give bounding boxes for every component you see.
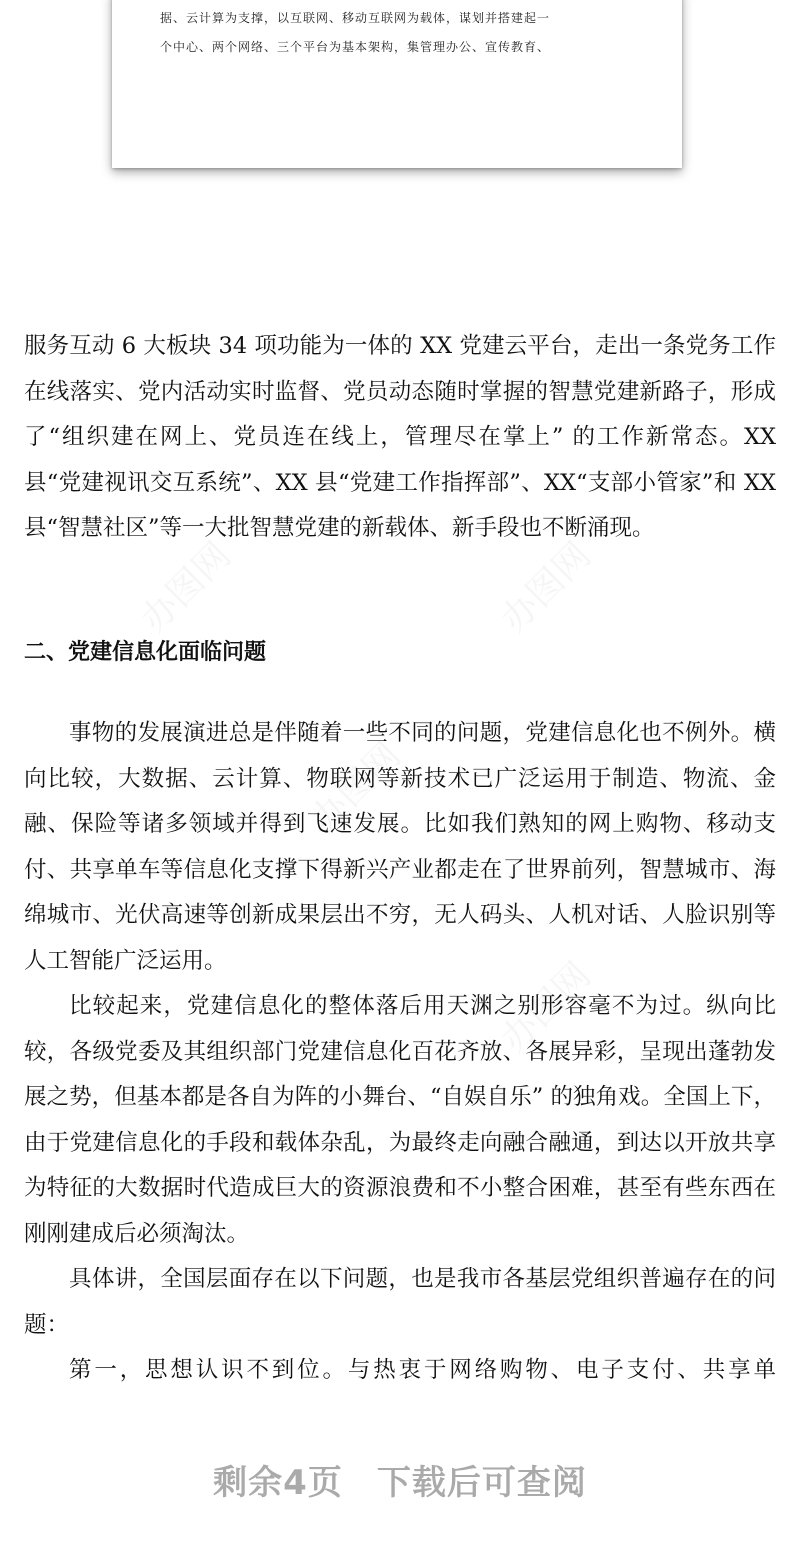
- watermark: 办图网: [133, 534, 239, 641]
- paragraph: 服务互动 6 大板块 34 项功能为一体的 XX 党建云平台，走出一条党务工作在线落实、党内活动实时监督、党员动态随时掌握的智慧党建新路子，形成了“组织建在网上、党员连在线上，管理尽在掌上” 的工作新常态。XX 县“党建视讯交互系统”、XX 县“党建工作指挥部”、XX“支部小管家”和 XX 县“智慧社区”等一大批智慧党建的新载体、新手段也不断涌现。: [24, 333, 776, 541]
- download-to-view-label: 下载后可查阅: [376, 1463, 587, 1503]
- download-prompt[interactable]: [0, 1455, 800, 1504]
- document-preview-card: [112, 0, 682, 168]
- watermark: 办图网: [493, 534, 599, 641]
- paragraph: 比较起来，党建信息化的整体落后用天渊之别形容毫不为过。纵向比较，各级党委及其组织部门党建信息化百花齐放、各展异彩，呈现出蓬勃发展之势，但基本都是各自为阵的小舞台、“自娱自乐” 的独角戏。全国上下，由于党建信息化的手段和载体杂乱，为最终走向融合融通，到达以开放共享为特征的大数据时代造成巨大的资源浪费和不小整合困难，甚至有些东西在刚刚建成后必须淘汰。: [24, 993, 776, 1247]
- preview-line-1: 据、云计算为支撑，以互联网、移动互联网为载体，谋划并搭建起一: [160, 11, 551, 25]
- preview-line-2: 个中心、两个网络、三个平台为基本架构，集管理办公、宣传教育、: [160, 40, 551, 54]
- remaining-pages-label: 剩余4页: [213, 1463, 343, 1503]
- section-heading: 二、党建信息化面临问题: [24, 640, 267, 665]
- section2-body: [24, 711, 776, 1394]
- section1-body: [24, 324, 776, 552]
- watermark: 办图网: [493, 954, 599, 1061]
- watermark: 办图网: [303, 734, 409, 841]
- paragraph: 具体讲，全国层面存在以下问题，也是我市各基层党组织普遍存在的问题：: [24, 1266, 776, 1338]
- paragraph: 事物的发展演进总是伴随着一些不同的问题，党建信息化也不例外。横向比较，大数据、云计算、物联网等新技术已广泛运用于制造、物流、金融、保险等诸多领域并得到飞速发展。比如我们熟知的网上购物、移动支付、共享单车等信息化支撑下得新兴产业都走在了世界前列，智慧城市、海绵城市、光伏高速等创新成果层出不穷，无人码头、人机对话、人脸识别等人工智能广泛运用。: [24, 720, 776, 974]
- paragraph: 第一，思想认识不到位。与热衷于网络购物、电子支付、共享单: [69, 1357, 776, 1383]
